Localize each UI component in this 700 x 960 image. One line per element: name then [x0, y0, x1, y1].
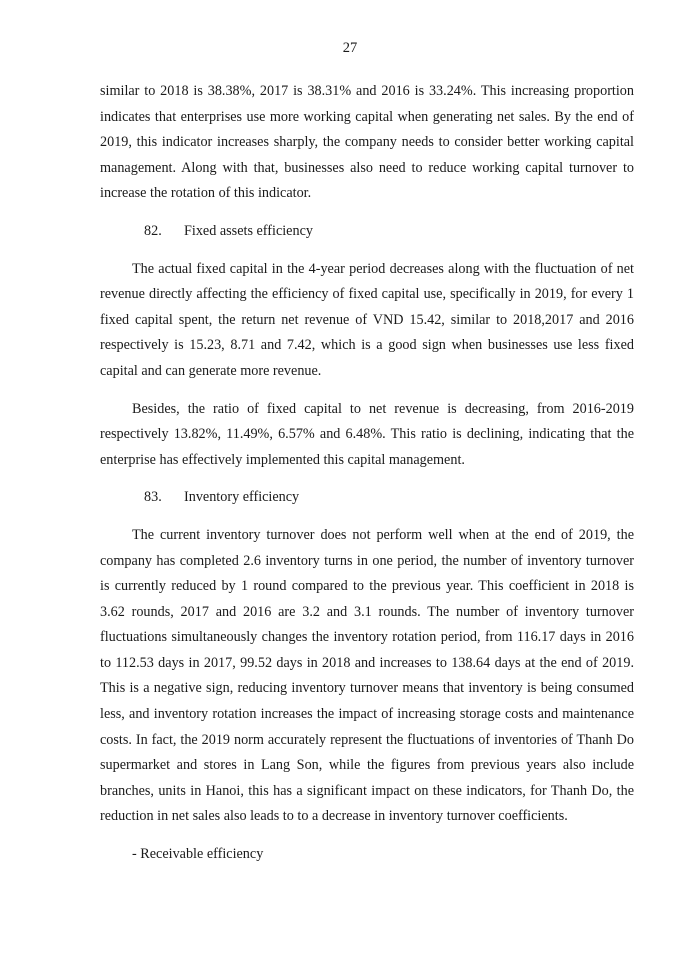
paragraph-fixed-capital: The actual fixed capital in the 4-year period decreases along with the fluctuation of net revenue directly affecting the efficiency of fixed capital use, specifically in 2019, for every 1 fixed capital spent, the return net revenue of VND 15.42, similar to 2018,2017 and 2016 respectively is 15.23, 8.71 and 7.42, which is a good sign when businesses use less fixed capital and can generate more revenue. [100, 260, 634, 379]
spacer [100, 385, 634, 397]
spacer [100, 245, 634, 257]
spacer [100, 830, 634, 842]
spacer [100, 207, 634, 219]
spacer [100, 511, 634, 523]
paragraph-inventory-turnover: The current inventory turnover does not perform well when at the end of 2019, the company has completed 2.6 inventory turns in one period, the number of inventory turnover is currently reduced by 1 round compared to the previous year. This coefficient in 2018 is 3.62 rounds, 2017 and 2016 are 3.2 and 3.1 rounds. The number of inventory turnover fluctuations simultaneously changes the inventory rotation period, from 116.17 days in 2016 to 112.53 days in 2017, 99.52 days in 2018 and increases to 138.64 days at the end of 2019. This is a negative sign, reducing inventory turnover means that inventory is being consumed less, and inventory rotation increases the impact of increasing storage costs and maintenance costs. In fact, the 2019 norm accurately represent the fluctuations of inventories of Thanh Do supermarket and stores in Lang Son, while the figures from previous years also include branches, units in Hanoi, this has a significant impact on these indicators, for Thanh Do, the reduction in net sales also leads to to a decrease in inventory turnover coefficients. [100, 526, 634, 825]
document-body [100, 79, 634, 868]
paragraph-working-capital: similar to 2018 is 38.38%, 2017 is 38.31% and 2016 is 33.24%. This increasing proportion indicates that enterprises use more working capital when generating net sales. By the end of 2019, this indicator increases sharply, the company needs to consider better working capital management. Along with that, businesses also need to reduce working capital turnover to increase the rotation of this indicator. [100, 83, 634, 202]
section-title: Fixed assets efficiency [184, 222, 313, 239]
page-number: 27 [342, 40, 358, 56]
paragraph-fixed-capital-ratio: Besides, the ratio of fixed capital to net revenue is decreasing, from 2016-2019 respectively 13.82%, 11.49%, 6.57% and 6.48%. This ratio is declining, indicating that the enterprise has effectively implemented this capital management. [100, 400, 634, 468]
section-number: 83. [144, 489, 162, 506]
section-title: Inventory efficiency [184, 489, 300, 506]
spacer [100, 473, 634, 485]
bullet-receivable-efficiency: - Receivable efficiency [132, 846, 264, 863]
section-number: 82. [144, 222, 162, 239]
section-heading-inventory [100, 485, 634, 511]
section-heading-fixed-assets [100, 219, 634, 245]
